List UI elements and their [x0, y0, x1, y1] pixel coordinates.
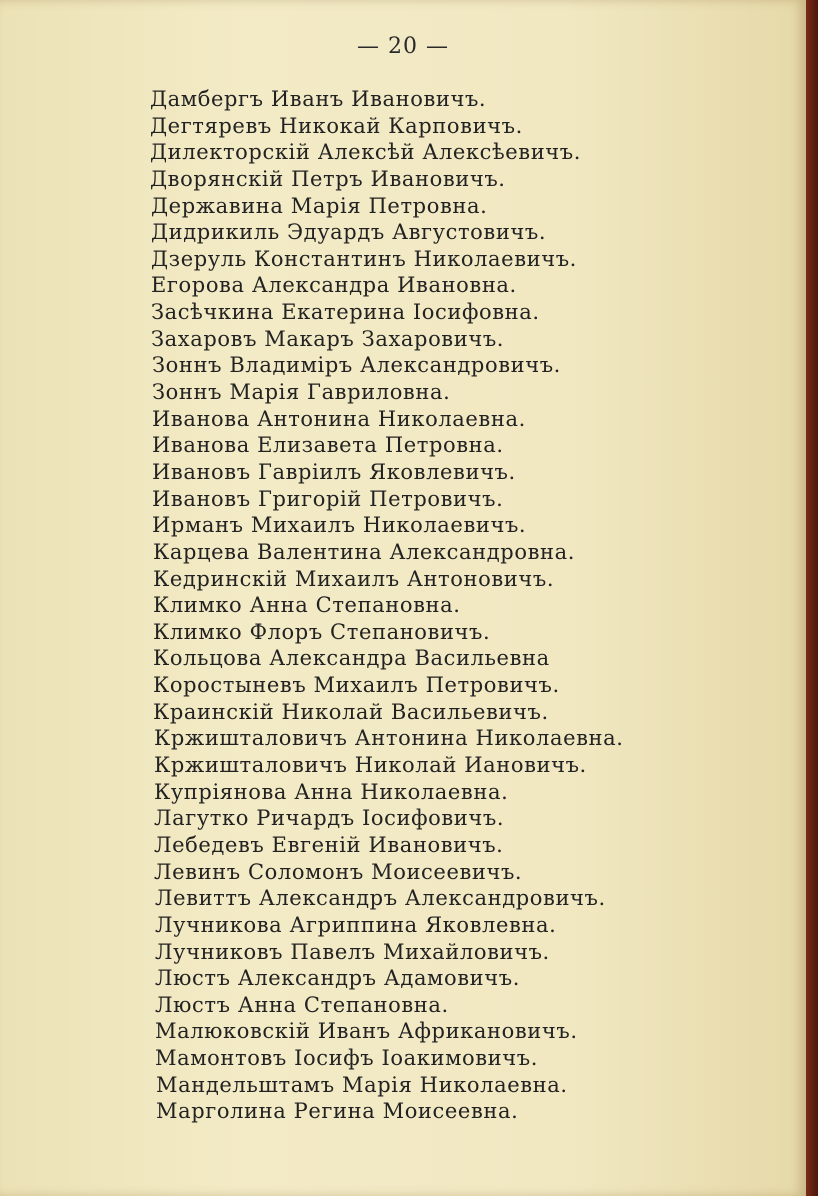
- list-item: Левиттъ Александръ Александровичъ.: [155, 886, 606, 911]
- list-item: Державина Марія Петровна.: [151, 193, 488, 218]
- list-item: Зоннъ Марія Гавриловна.: [152, 380, 451, 405]
- list-item: Кржишталовичъ Антонина Николаевна.: [154, 726, 624, 751]
- list-item: Марголина Регина Моисеевна.: [156, 1099, 519, 1124]
- list-item: Кедринскій Михаилъ Антоновичъ.: [153, 566, 555, 591]
- list-item: Лучникова Агриппина Яковлевна.: [155, 912, 557, 937]
- list-item: Иванова Антонина Николаевна.: [152, 406, 526, 431]
- page-number: — 20 —: [357, 34, 449, 59]
- list-item: Егорова Александра Ивановна.: [151, 273, 517, 298]
- list-item: Кольцова Александра Васильевна: [153, 646, 550, 671]
- list-item: Дзеруль Константинъ Николаевичъ.: [151, 246, 577, 271]
- list-item: Засѣчкина Екатерина Іосифовна.: [151, 300, 540, 325]
- list-item: Ирманъ Михаилъ Николаевичъ.: [152, 513, 527, 538]
- book-edge: [806, 0, 818, 1196]
- list-item: Захаровъ Макаръ Захаровичъ.: [151, 326, 505, 351]
- list-item: Купріянова Анна Николаевна.: [154, 779, 509, 804]
- list-item: Дидрикиль Эдуардъ Августовичъ.: [151, 220, 547, 245]
- list-item: Левинъ Соломонъ Моисеевичъ.: [154, 859, 523, 884]
- list-item: Иванова Елизавета Петровна.: [152, 433, 504, 458]
- list-item: Дамбергъ Иванъ Ивановичъ.: [150, 87, 487, 111]
- list-item: Кржишталовичъ Николай Иановичъ.: [154, 753, 587, 778]
- list-item: Люстъ Анна Степановна.: [155, 992, 449, 1017]
- list-item: Климко Анна Степановна.: [153, 593, 461, 618]
- list-item: Малюковскій Иванъ Африкановичъ.: [155, 1019, 578, 1044]
- list-item: Дилекторскій Алексѣй Алексѣевичъ.: [150, 140, 582, 165]
- name-list: [150, 86, 624, 1125]
- list-item: Дворянскій Петръ Ивановичъ.: [150, 166, 506, 191]
- list-item: Лебедевъ Евгеній Ивановичъ.: [154, 832, 504, 857]
- list-item: Краинскій Николай Васильевичъ.: [153, 699, 549, 724]
- list-item: Коростыневъ Михаилъ Петровичъ.: [153, 673, 560, 698]
- list-item: Ивановъ Гавріилъ Яковлевичъ.: [152, 459, 516, 484]
- list-item: Люстъ Александръ Адамовичъ.: [155, 966, 520, 991]
- list-item: Карцева Валентина Александровна.: [153, 539, 575, 564]
- list-item: Зоннъ Владиміръ Александровичъ.: [152, 353, 561, 378]
- list-item: Ивановъ Григорій Петровичъ.: [152, 486, 504, 511]
- list-item: Дегтяревъ Никокай Карповичъ.: [150, 113, 523, 138]
- list-item: Мандельштамъ Марія Николаевна.: [156, 1072, 568, 1097]
- list-item: Климко Флоръ Степановичъ.: [153, 619, 491, 644]
- list-item: Лагутко Ричардъ Іосифовичъ.: [154, 806, 505, 831]
- list-item: Лучниковъ Павелъ Михайловичъ.: [155, 939, 550, 964]
- list-item: Мамонтовъ Іосифъ Іоакимовичъ.: [155, 1046, 538, 1071]
